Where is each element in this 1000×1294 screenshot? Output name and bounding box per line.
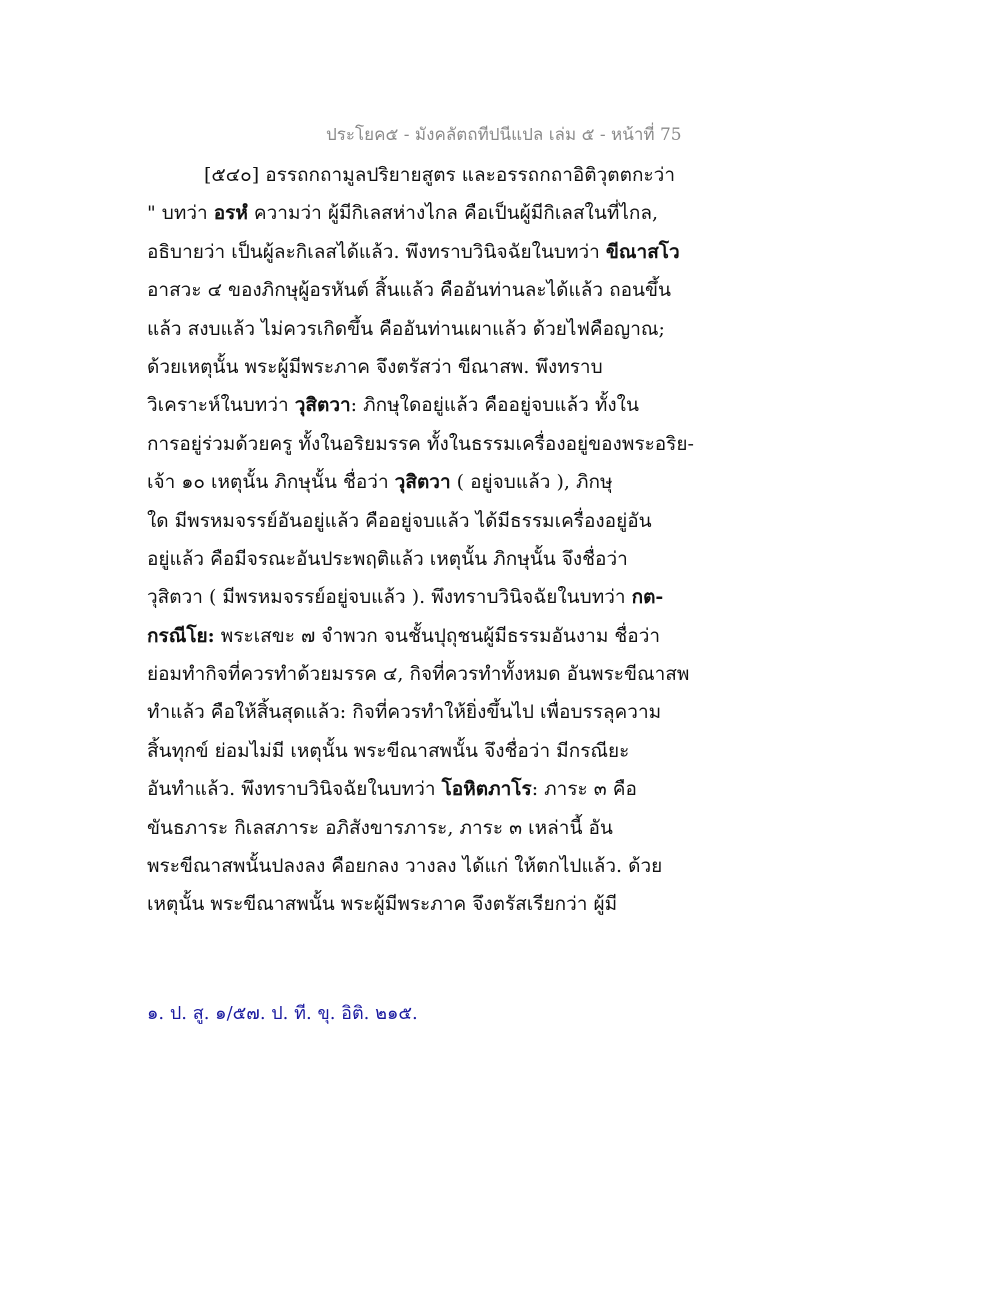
text-line: วิเคราะห์ในบทว่า วุสิตวา: ภิกษุใดอยู่แล้ว คืออยู่จบแล้ว ทั้งใน <box>147 394 639 417</box>
bold-term: วุสิตวา <box>394 471 451 494</box>
text-line: อาสวะ ๔ ของภิกษุผู้อรหันต์ สิ้นแล้ว คืออันท่านละได้แล้ว ถอนขึ้น <box>147 279 671 302</box>
bold-term: ขีณาสโว <box>605 240 680 263</box>
bold-term: อรหํ <box>213 202 248 225</box>
text-line: อยู่แล้ว คือมีจรณะอันประพฤติแล้ว เหตุนั้น ภิกษุนั้น จึงชื่อว่า <box>147 547 628 570</box>
footnote: ๑. ป. สู. ๑/๕๗. ป. ที. ขุ. อิติ. ๒๑๕. <box>147 1003 418 1024</box>
text-line: อันทำแล้ว. พึงทราบวินิจฉัยในบทว่า โอหิตภาโร: ภาระ ๓ คือ <box>147 778 637 801</box>
text-line: ทำแล้ว คือให้สิ้นสุดแล้ว: กิจที่ควรทำให้ยิ่งขึ้นไป เพื่อบรรลุความ <box>147 701 662 724</box>
bold-term: กรณีโย: <box>147 624 215 647</box>
bold-term: กต- <box>631 586 664 609</box>
text-line: [๕๔๐] อรรถกถามูลปริยายสูตร และอรรถกถาอิติวุตตกะว่า <box>204 164 676 186</box>
text-line: ด้วยเหตุนั้น พระผู้มีพระภาค จึงตรัสว่า ขีณาสพ. พึงทราบ <box>147 355 603 378</box>
text-line: " บทว่า อรหํ ความว่า ผู้มีกิเลสห่างไกล คือเป็นผู้มีกิเลสในที่ไกล, <box>147 202 659 225</box>
text-line: ย่อมทำกิจที่ควรทำด้วยมรรค ๔, กิจที่ควรทำทั้งหมด อันพระขีณาสพ <box>147 663 690 686</box>
text-line: สิ้นทุกข์ ย่อมไม่มี เหตุนั้น พระขีณาสพนั้น จึงชื่อว่า มีกรณียะ <box>147 739 630 762</box>
text-line: อธิบายว่า เป็นผู้ละกิเลสได้แล้ว. พึงทราบวินิจฉัยในบทว่า ขีณาสโว <box>147 240 680 263</box>
text-line: กรณีโย: พระเสขะ ๗ จำพวก จนชั้นปุถุชนผู้มีธรรมอันงาม ชื่อว่า <box>147 624 661 647</box>
page-header: ประโยค๕ - มังคลัตถทีปนีแปล เล่ม ๕ - หน้าที่ 75 <box>326 125 682 145</box>
bold-term: โอหิตภาโร <box>441 778 532 801</box>
text-line: แล้ว สงบแล้ว ไม่ควรเกิดขึ้น คืออันท่านเผาแล้ว ด้วยไฟคือญาณ; <box>147 317 665 340</box>
bold-term: วุสิตวา <box>294 394 351 417</box>
text-line: วุสิตวา ( มีพรหมจรรย์อยู่จบแล้ว ). พึงทราบวินิจฉัยในบทว่า กต- <box>147 586 664 609</box>
text-line: เจ้า ๑๐ เหตุนั้น ภิกษุนั้น ชื่อว่า วุสิตวา ( อยู่จบแล้ว ), ภิกษุ <box>147 471 613 494</box>
text-line: ขันธภาระ กิเลสภาระ อภิสังขารภาระ, ภาระ ๓ เหล่านี้ อัน <box>147 816 613 839</box>
text-line: เหตุนั้น พระขีณาสพนั้น พระผู้มีพระภาค จึงตรัสเรียกว่า ผู้มี <box>147 893 618 916</box>
text-line: ใด มีพรหมจรรย์อันอยู่แล้ว คืออยู่จบแล้ว ได้มีธรรมเครื่องอยู่อัน <box>147 509 652 532</box>
text-line: การอยู่ร่วมด้วยครู ทั้งในอริยมรรค ทั้งในธรรมเครื่องอยู่ของพระอริย- <box>147 432 694 455</box>
text-line: พระขีณาสพนั้นปลงลง คือยกลง วางลง ได้แก่ ให้ตกไปแล้ว. ด้วย <box>147 855 663 878</box>
body-text <box>147 156 707 924</box>
